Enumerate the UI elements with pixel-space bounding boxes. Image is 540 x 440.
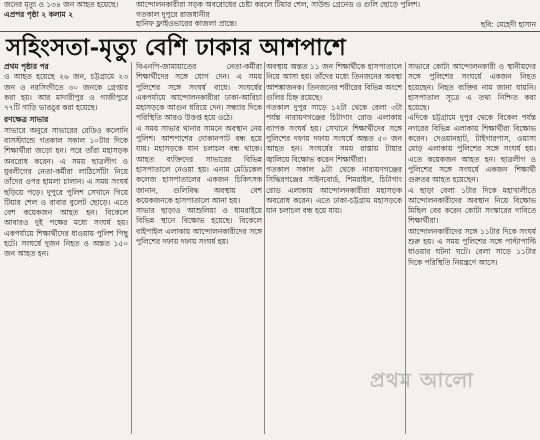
previous-article-tail xyxy=(4,0,132,19)
column-3-paragraph-2: গতকাল দুপুর সাড়ে ১২টা থেকে বেলা ৩টা পর্যন্ত নারায়ণগঞ্জের চিটাগাং রোড এলাকায় ব্যাপক সংঘর্ষ হয়। সেখানে শিক্ষার্থীদের সঙ্গে পুলিশের দফায় দফায় সংঘর্ষে অন্তত ৫০ জন আহত হন। সংঘর্ষের সময় রাস্তায় টায়ার জ্বালিয়ে বিক্ষোভ করেন শিক্ষার্থীরা। xyxy=(266,103,402,164)
byline: প্রথম পৃষ্ঠার পর xyxy=(4,62,49,71)
article-headline: সহিংসতা-মৃত্যু বেশি ঢাকার আশপাশে xyxy=(6,34,346,61)
column-divider xyxy=(264,62,265,434)
column-4-paragraph-4: আন্দোলনকারীদের সঙ্গে ১১টার দিকে সংঘর্ষ শুরু হয়। এ সময় পুলিশের সঙ্গে পাল্টাপাল্টি ধাওয়ার ঘটনা ঘটে। বেলা সাড়ে ১১টার দিকে পরিস্থিতি নিয়ন্ত্রণে আসে। xyxy=(408,226,536,267)
publication-watermark: প্রথম আলো xyxy=(370,368,475,392)
column-2-paragraph-1: বিএনপি-জামায়াতের নেতা-কর্মীরা শিক্ষার্থীদের সঙ্গে যোগ দেন। এ সময় পুলিশের সঙ্গে সংঘর্ষ বাধে। সংঘর্ষের একপর্যায়ে আন্দোলনকারীরা ঢাকা-আরিচা মহাসড়কে আগুন ধরিয়ে দেন। সন্ধ্যার দিকে পরিস্থিতি আরও উত্তপ্ত হয়ে ওঠে। xyxy=(136,62,262,123)
photo-caption xyxy=(136,0,436,29)
top-divider xyxy=(0,31,540,32)
column-4-paragraph-1: সাভারে কোটা আন্দোলনকারী ও স্থানীয়দের সঙ্গে পুলিশের সংঘর্ষে একজন নিহত হয়েছেন। নিহত ব্যক্তির নাম জানা যায়নি। হাসপাতাল সূত্রে এ তথ্য নিশ্চিত করা হয়েছে। xyxy=(408,62,536,113)
column-divider xyxy=(131,62,132,434)
column-3-paragraph-3: গতকাল সকাল ৯টা থেকে নারায়ণগঞ্জের সিদ্ধিরগঞ্জের সাইনবোর্ড, শিমরাইল, চিটাগাং রোড এলাকায় আন্দোলনকারীরা মহাসড়ক অবরোধ করেন। এতে ঢাকা-চট্টগ্রাম মহাসড়কে যান চলাচল বন্ধ হয়ে যায়। xyxy=(266,164,402,216)
previous-article-text: জনের মৃত্যু ও ১৩৪ জন আহত হয়েছে। xyxy=(4,0,119,9)
column-4-paragraph-3: এ ছাড়া বেলা ১টার দিকে মহাখালীতে আন্দোলনকারীদের অবস্থান নিয়ে বিক্ষোভ মিছিল বের করেন কোটা সংস্কারের দাবিতে শিক্ষার্থীরা। xyxy=(408,185,536,226)
article-column-1 xyxy=(4,62,128,436)
column-2-paragraph-2: এ সময় সাভার থানার সামনে অবস্থান নেয় পুলিশ। আশপাশের দোকানপাট বন্ধ হয়ে যায়। মহাসড়কে যান চলাচল বন্ধ থাকে। আহত ব্যক্তিদের সাভারের বিভিন্ন হাসপাতালে নেওয়া হয়। এনাম মেডিকেল কলেজ হাসপাতালের একজন চিকিৎসক জানান, গুলিবিদ্ধ অবস্থায় বেশ কয়েকজনকে হাসপাতালে আনা হয়। xyxy=(136,123,262,205)
article-column-2 xyxy=(136,62,262,436)
column-1-paragraph-1: ও আহত হয়েছে ২৬ জন, চট্টগ্রামে ২৩ জন ও নরসিংদীতে ৩০ জনকে গ্রেপ্তার করা হয়। আর মাদারীপুর ও গাজীপুরে ৭৭টি গাড়ি ভাঙচুর করা হয়েছে। xyxy=(4,72,128,113)
top-strip xyxy=(0,0,540,30)
column-4-paragraph-2: এদিকে চট্টগ্রামে দুপুর থেকে বিকেল পর্যন্ত নগরের বিভিন্ন এলাকায় শিক্ষার্থীরা বিক্ষোভ করেন। দেওয়ানহাট, টাইগারপাস, ওয়াসা মোড় এলাকায় পুলিশের সঙ্গে সংঘর্ষ হয়। এতে কয়েকজন আহত হন। ছাত্রলীগ ও পুলিশের সঙ্গে সংঘর্ষে একজন শিক্ষার্থী গুরুতর আহত হয়েছেন। xyxy=(408,113,536,185)
column-1-paragraph-2: সাভারে অনুরে সাভারের রেডিও কলোনি বাসস্ট্যান্ডে গতকাল সকাল ১০টার দিকে শিক্ষার্থীরা জড়ো হন। পরে তাঁরা মহাসড়ক অবরোধ করেন। এ সময় ছাত্রলীগ ও যুবলীগের নেতা-কর্মীরা লাঠিসোঁটা নিয়ে তাঁদের ওপর হামলা চালান। এ সময় সংঘর্ষ ছড়িয়ে পড়ে। দুপুরে পুলিশ সেখানে গিয়ে টিয়ার শেল ও রাবার বুলেট ছোড়ে। এতে বেশ কয়েকজন আহত হন। বিকেলে আবারও দুই পক্ষের মধ্যে সংঘর্ষ হয়। একপর্যায়ে শিক্ষার্থীদের ধাওয়ায় পুলিশ পিছু হটে। সংঘর্ষে দুজন নিহত ও অন্তত ১৫০ জন আহত হন। xyxy=(4,125,128,259)
photo-caption-line-1: আন্দোলনকারীরা সড়ক অবরোধের চেষ্টা করলে টিয়ার শেল, সাউন্ড গ্রেনেড ও গুলি ছোড়ে পুলিশ। গতকাল দুপুরে রাজধানীর xyxy=(136,0,421,19)
photo-caption-line-2: হানিফ ফ্লাইওভারের কাজলা প্রান্তে। xyxy=(136,19,237,29)
photo-credit: ছবি: মেহেদী হাসান xyxy=(480,20,536,29)
subhead-savar: রণক্ষেত্র সাভার xyxy=(4,115,49,125)
column-2-paragraph-3: সাভার ছাড়াও আশুলিয়া ও ধামরাইয়ে বিভিন্ন স্থানে বিক্ষোভ হয়েছে। বিকেলে বাইপাইল এলাকায় আন্দোলনকারীদের সঙ্গে পুলিশের দফায় দফায় সংঘর্ষ হয়। xyxy=(136,206,262,247)
column-3-paragraph-1: অবস্থায় অন্তত ১১ জন শিক্ষার্থীকে হাসপাতালে নিয়ে আসা হয়। তাঁদের মধ্যে তিনজনের অবস্থা আশঙ্কাজনক। তিনজনের শরীরের বিভিন্ন অংশে গুলির চিহ্ন রয়েছে। xyxy=(266,62,402,102)
continuation-note[interactable]: এপ্রপর পৃষ্ঠা ২ কলাম ২ xyxy=(4,9,74,19)
